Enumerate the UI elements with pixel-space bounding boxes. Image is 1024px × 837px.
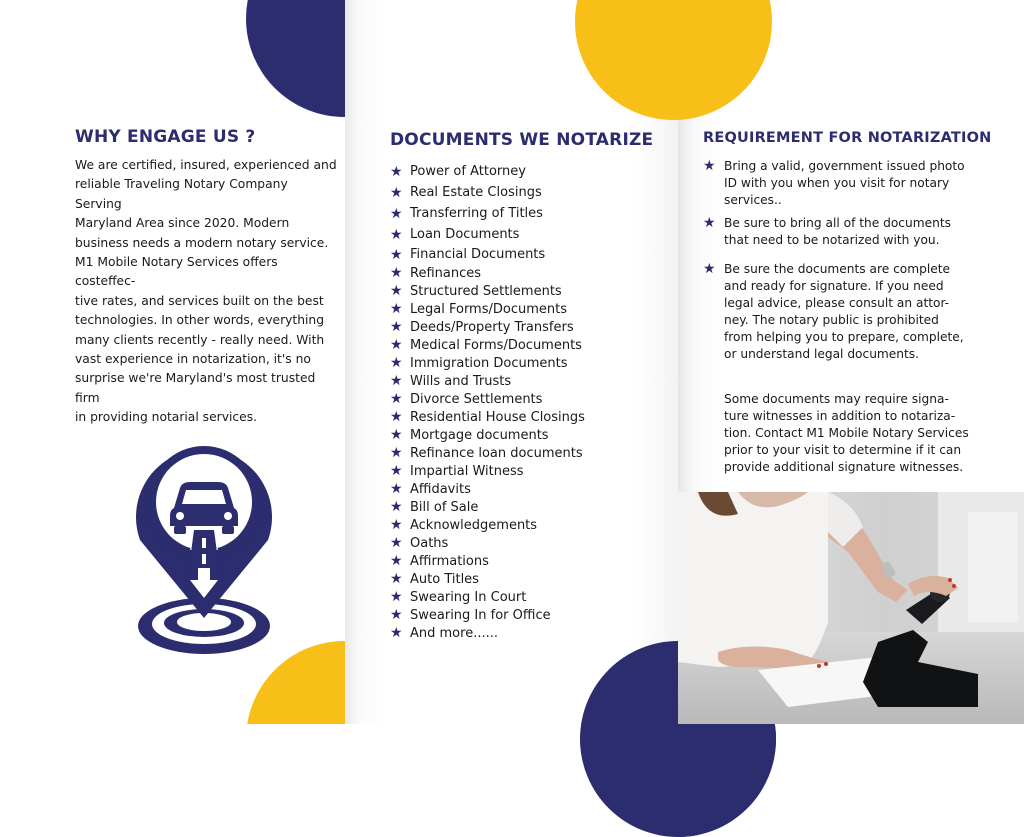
document-item xyxy=(390,534,585,552)
star-bullet-icon: ★ xyxy=(390,337,403,353)
star-bullet-icon: ★ xyxy=(390,319,403,335)
document-item-label: Residential House Closings xyxy=(410,409,585,425)
star-bullet-icon: ★ xyxy=(390,373,403,389)
why-line: in providing notarial services. xyxy=(75,410,258,425)
panel-why-engage xyxy=(0,0,345,724)
document-item-label: Impartial Witness xyxy=(410,463,524,479)
star-bullet-icon: ★ xyxy=(390,409,403,425)
decorative-circle-top-navy xyxy=(246,0,345,117)
why-line: tive rates, and services built on the best xyxy=(75,293,324,308)
note-line: ture witnesses in addition to notariza- xyxy=(724,409,956,423)
requirement-item xyxy=(703,215,973,249)
requirement-item xyxy=(703,261,973,363)
requirements-list xyxy=(703,158,973,363)
why-line: vast experience in notarization, it's no xyxy=(75,352,311,367)
document-item-label: Acknowledgements xyxy=(410,517,538,533)
document-item-label: Affirmations xyxy=(410,553,489,569)
requirement-line: from helping you to prepare, complete, xyxy=(724,330,964,344)
document-item-label: Real Estate Closings xyxy=(410,185,542,200)
document-item xyxy=(390,318,585,336)
document-item-label: Refinances xyxy=(410,265,481,281)
document-item-label: Affidavits xyxy=(410,481,471,497)
why-line: Maryland Area since 2020. Modern xyxy=(75,216,290,231)
why-line: technologies. In other words, everything xyxy=(75,313,325,328)
star-bullet-icon: ★ xyxy=(390,205,403,222)
document-item xyxy=(390,282,585,300)
document-item-label: Power of Attorney xyxy=(410,164,526,179)
document-item-label: Divorce Settlements xyxy=(410,391,543,407)
requirement-line: ney. The notary public is prohibited xyxy=(724,313,939,327)
witness-note xyxy=(724,391,972,476)
star-bullet-icon: ★ xyxy=(390,571,403,587)
star-bullet-icon: ★ xyxy=(390,301,403,317)
document-item xyxy=(390,300,585,318)
document-item xyxy=(390,444,585,462)
why-line: M1 Mobile Notary Services offers costeffec- xyxy=(75,255,278,289)
star-bullet-icon: ★ xyxy=(390,184,403,201)
star-bullet-icon: ★ xyxy=(390,625,403,641)
document-item-label: Swearing In for Office xyxy=(410,607,551,623)
why-line: reliable Traveling Notary Company Serving xyxy=(75,177,288,211)
document-item-label: Transferring of Titles xyxy=(410,206,543,221)
requirement-line: services.. xyxy=(724,193,782,207)
why-line: business needs a modern notary service. xyxy=(75,235,329,250)
document-item xyxy=(390,426,585,444)
star-bullet-icon: ★ xyxy=(390,355,403,371)
document-item xyxy=(390,516,585,534)
star-bullet-icon: ★ xyxy=(390,463,403,479)
documents-title: DOCUMENTS WE NOTARIZE xyxy=(390,130,654,150)
document-item-label: Refinance loan documents xyxy=(410,445,583,461)
star-bullet-icon: ★ xyxy=(390,499,403,515)
requirement-line: that need to be notarized with you. xyxy=(724,233,940,247)
document-item xyxy=(390,264,585,282)
note-line: tion. Contact M1 Mobile Notary Services xyxy=(724,426,969,440)
document-item-label: And more...... xyxy=(410,625,498,641)
document-item-label: Loan Documents xyxy=(410,227,520,242)
document-item-label: Deeds/Property Transfers xyxy=(410,319,574,335)
document-item xyxy=(390,161,585,182)
document-item xyxy=(390,336,585,354)
note-line: Some documents may require signa- xyxy=(724,392,949,406)
star-bullet-icon: ★ xyxy=(390,265,403,281)
why-line: We are certified, insured, experienced and xyxy=(75,158,337,172)
star-bullet-icon: ★ xyxy=(390,607,403,623)
requirement-line: legal advice, please consult an attor- xyxy=(724,296,950,310)
document-item xyxy=(390,354,585,372)
document-item-label: Immigration Documents xyxy=(410,355,568,371)
star-bullet-icon: ★ xyxy=(390,391,403,407)
document-item-label: Auto Titles xyxy=(410,571,479,587)
document-item-label: Bill of Sale xyxy=(410,499,479,515)
document-item xyxy=(390,182,585,203)
requirement-line: Bring a valid, government issued photo xyxy=(724,159,965,173)
requirement-line: Be sure to bring all of the documents xyxy=(724,216,951,230)
document-item-label: Swearing In Court xyxy=(410,589,527,605)
document-item xyxy=(390,408,585,426)
requirement-line: ID with you when you visit for notary xyxy=(724,176,950,190)
document-item-label: Wills and Trusts xyxy=(410,373,512,389)
requirements-title: REQUIREMENT FOR NOTARIZATION xyxy=(703,130,992,146)
star-bullet-icon: ★ xyxy=(390,226,403,243)
document-item xyxy=(390,552,585,570)
document-item-label: Structured Settlements xyxy=(410,283,562,299)
document-item xyxy=(390,245,585,264)
document-item xyxy=(390,372,585,390)
documents-list xyxy=(390,161,585,642)
why-engage-body xyxy=(75,156,337,428)
document-item-label: Mortgage documents xyxy=(410,427,549,443)
star-bullet-icon: ★ xyxy=(390,246,403,263)
requirement-item xyxy=(703,158,973,209)
star-bullet-icon: ★ xyxy=(703,215,716,231)
document-item xyxy=(390,606,585,624)
document-item xyxy=(390,624,585,642)
document-item xyxy=(390,498,585,516)
note-line: provide additional signature witnesses. xyxy=(724,460,964,474)
why-line: many clients recently - really need. With xyxy=(75,332,325,347)
document-item xyxy=(390,203,585,224)
document-item-label: Legal Forms/Documents xyxy=(410,301,567,317)
requirement-line: or understand legal documents. xyxy=(724,347,920,361)
document-item xyxy=(390,462,585,480)
document-item xyxy=(390,588,585,606)
notary-seal-photo xyxy=(678,492,1024,724)
star-bullet-icon: ★ xyxy=(390,589,403,605)
star-bullet-icon: ★ xyxy=(390,445,403,461)
star-bullet-icon: ★ xyxy=(390,517,403,533)
document-item xyxy=(390,570,585,588)
star-bullet-icon: ★ xyxy=(703,158,716,174)
note-line: prior to your visit to determine if it can xyxy=(724,443,962,457)
star-bullet-icon: ★ xyxy=(390,427,403,443)
why-line: surprise we're Maryland's most trusted firm xyxy=(75,371,316,405)
star-bullet-icon: ★ xyxy=(390,283,403,299)
requirement-line: and ready for signature. If you need xyxy=(724,279,944,293)
star-bullet-icon: ★ xyxy=(390,535,403,551)
why-engage-title: WHY ENGAGE US ? xyxy=(75,127,256,147)
document-item-label: Medical Forms/Documents xyxy=(410,337,582,353)
document-item xyxy=(390,224,585,245)
star-bullet-icon: ★ xyxy=(390,163,403,180)
document-item-label: Oaths xyxy=(410,535,449,551)
requirement-line: Be sure the documents are complete xyxy=(724,262,951,276)
document-item xyxy=(390,480,585,498)
star-bullet-icon: ★ xyxy=(703,261,716,277)
star-bullet-icon: ★ xyxy=(390,481,403,497)
document-item xyxy=(390,390,585,408)
document-item-label: Financial Documents xyxy=(410,247,546,262)
location-pin-car-icon xyxy=(130,430,280,660)
star-bullet-icon: ★ xyxy=(390,553,403,569)
